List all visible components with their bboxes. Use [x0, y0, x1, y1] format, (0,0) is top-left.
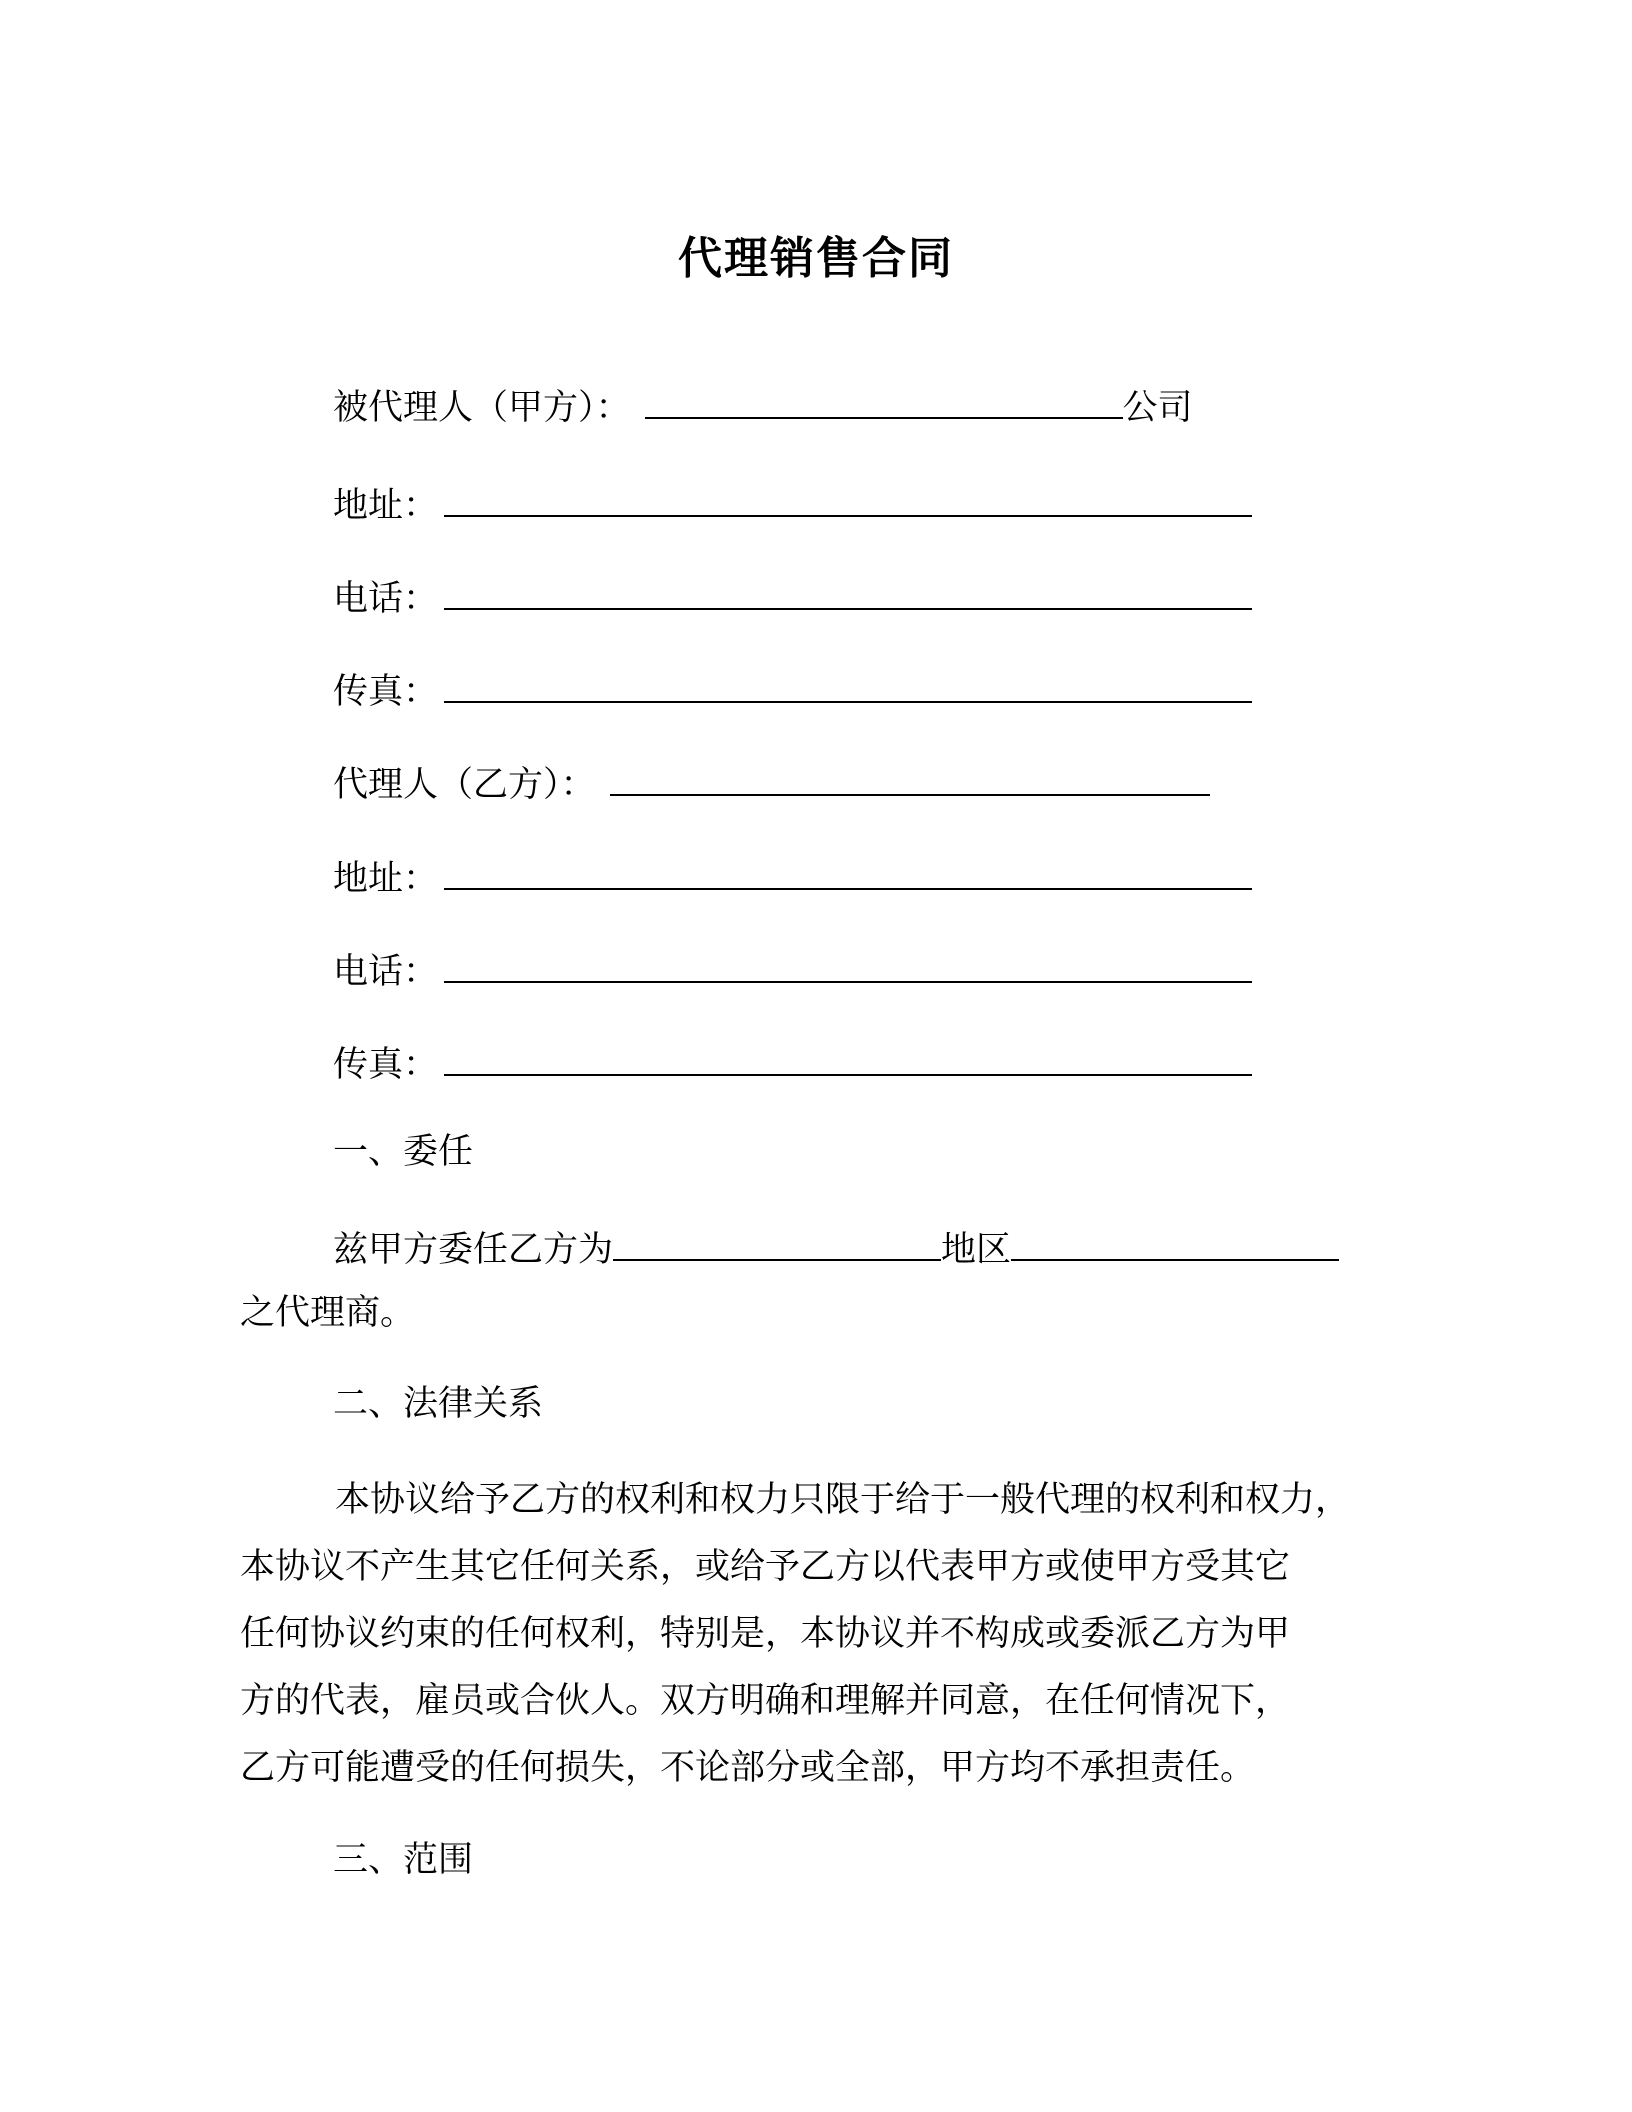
party-b-fax-label: 传真： — [333, 1045, 439, 1085]
party-a-phone-line — [333, 577, 1252, 621]
party-a-name-blank[interactable] — [645, 387, 1123, 419]
section-heading-legal-relationship: 二、法律关系 — [333, 1384, 544, 1424]
party-a-phone-blank[interactable] — [444, 578, 1252, 610]
party-b-phone-line — [333, 950, 1252, 994]
party-b-fax-blank[interactable] — [444, 1044, 1252, 1076]
party-b-address-label: 地址： — [333, 859, 439, 899]
section2-line: 乙方可能遭受的任何损失，不论部分或全部，甲方均不承担责任。 — [240, 1748, 1256, 1788]
party-b-label: 代理人（乙方）： — [333, 765, 596, 805]
party-a-line — [333, 386, 1193, 430]
section1-agent-blank[interactable] — [613, 1229, 941, 1261]
party-b-address-line — [333, 857, 1252, 901]
section-heading-scope: 三、范围 — [333, 1840, 474, 1880]
party-a-fax-blank[interactable] — [444, 671, 1252, 703]
party-a-address-blank[interactable] — [444, 485, 1252, 517]
section1-text-part1: 兹甲方委任乙方为 — [333, 1230, 614, 1270]
section2-line: 方的代表，雇员或合伙人。双方明确和理解并同意，在任何情况下， — [240, 1681, 1291, 1721]
party-b-address-blank[interactable] — [444, 858, 1252, 890]
section1-text-line2: 之代理商。 — [240, 1293, 416, 1333]
party-a-fax-line — [333, 670, 1252, 714]
section-heading-appointment: 一、委任 — [333, 1132, 474, 1172]
party-a-address-line — [333, 484, 1252, 528]
party-b-phone-blank[interactable] — [444, 951, 1252, 983]
party-b-phone-label: 电话： — [333, 952, 439, 992]
section1-text-line1 — [333, 1228, 1339, 1272]
section2-line: 任何协议约束的任何权利，特别是，本协议并不构成或委派乙方为甲 — [240, 1614, 1291, 1654]
section2-line: 本协议给予乙方的权利和权力只限于给于一般代理的权利和权力， — [335, 1480, 1351, 1520]
party-a-phone-label: 电话： — [333, 579, 439, 619]
party-a-suffix: 公司 — [1122, 388, 1193, 428]
section1-text-part2: 地区 — [941, 1230, 1012, 1270]
section1-region-blank[interactable] — [1011, 1229, 1339, 1261]
party-a-fax-label: 传真： — [333, 672, 439, 712]
party-b-line — [333, 763, 1210, 807]
party-b-name-blank[interactable] — [610, 764, 1210, 796]
party-a-label: 被代理人（甲方）： — [333, 388, 631, 428]
section2-line: 本协议不产生其它任何关系，或给予乙方以代表甲方或使甲方受其它 — [240, 1547, 1291, 1587]
section2-paragraph — [240, 1467, 1380, 1802]
page-title: 代理销售合同 — [678, 233, 954, 284]
party-a-address-label: 地址： — [333, 486, 439, 526]
party-b-fax-line — [333, 1043, 1252, 1087]
